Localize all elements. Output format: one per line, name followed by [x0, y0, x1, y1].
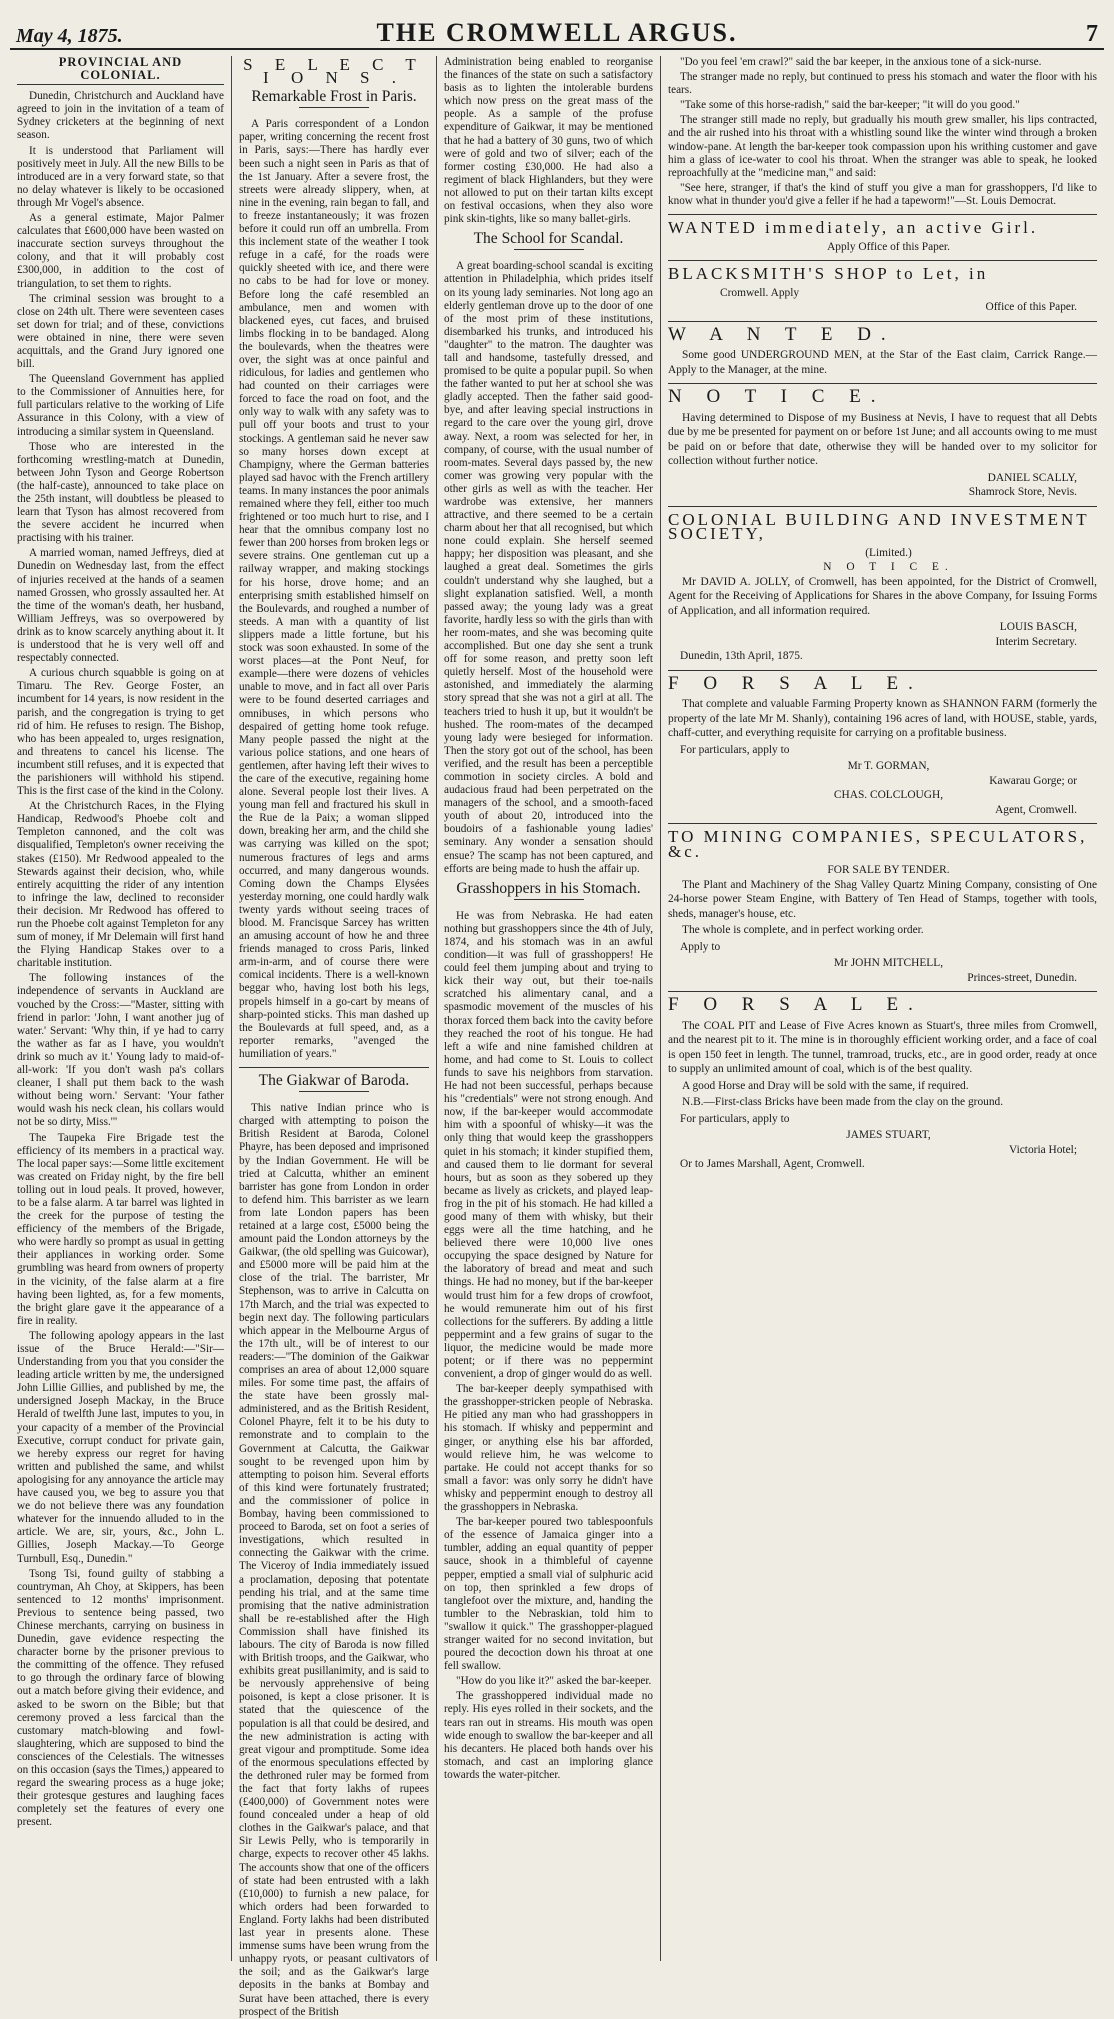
column-rule: [668, 214, 1097, 215]
ad-body: Some good UNDERGROUND MEN, at the Star of the East claim, Carrick Range.—Apply to the Manager, at the mine.: [668, 349, 1097, 376]
news-paragraph: The stranger still made no reply, but gradually his mouth grew smaller, his lips contracted, and the air rushed into his throat with a whistling sound like the winter wind through a broken window-pane. At length the bar-keeper took compassion upon his writhing customer and gave him a glass of ice-water to cool his throat. When the stranger was able to speak, he looked reproachfully at the "medicine man," and said:: [668, 114, 1097, 179]
ad-line: Mr JOHN MITCHELL,: [833, 957, 944, 970]
ad-role: Interim Secretary.: [995, 635, 1077, 648]
columns: [10, 55, 1104, 2018]
ad-body: Mr DAVID A. JOLLY, of Cromwell, has been appointed, for the District of Cromwell, Agent for the Receiving of Applications for Shares in the above Company, for Issuing Forms of Application, and all information required.: [668, 575, 1097, 617]
news-paragraph: It is understood that Parliament will positively meet in July. All the new Bills to be introduced are in a very forward state, so that no delay whatever is likely to be occasioned through Mr Vogel's absence.: [17, 144, 224, 209]
ad-wanted-girl: [668, 218, 1097, 254]
section-heading-provincial: PROVINCIAL AND COLONIAL.: [17, 56, 224, 85]
ad-signature: DANIEL SCALLY,: [987, 471, 1077, 484]
article-title-scandal: The School for Scandal.: [444, 232, 653, 254]
news-paragraph: "Take some of this horse-radish," said the bar-keeper; "it will do you good.": [680, 99, 1020, 112]
ad-body: A good Horse and Dray will be sold with the same, if required.: [682, 1079, 969, 1092]
column-rule: [668, 506, 1097, 507]
ad-body: The COAL PIT and Lease of Five Acres known as Stuart's, three miles from Cromwell, and the nearest pit to it. The mine is in thoroughly efficient working order, and a face of coal is open 150 feet in length. The tunnel, tramroad, trucks, etc., are in good order, ready at once to supply an unlimited amount of coal, which is of the best quality.: [668, 1019, 1097, 1076]
ad-title: BLACKSMITH'S SHOP to Let, in: [668, 264, 989, 284]
newspaper-title: THE CROMWELL ARGUS.: [376, 18, 738, 47]
ad-line: Apply to: [680, 940, 721, 953]
ad-title: W A N T E D.: [668, 323, 896, 345]
ad-title: WANTED immediately, an active Girl.: [668, 218, 1039, 238]
ad-date: Dunedin, 13th April, 1875.: [680, 650, 803, 663]
news-paragraph: Dunedin, Christchurch and Auckland have agreed to join in the invitation of a team of Sydney cricketers at the beginning of next season.: [17, 90, 224, 142]
ad-colonial-building: [668, 509, 1097, 664]
column-four: [660, 56, 1104, 1961]
news-paragraph: Tsong Tsi, found guilty of stabbing a countryman, Ah Choy, at Skippers, has been sentenced to 12 months' imprisonment. Previous to sentence being passed, two Chinese merchants, carrying on business in Dunedin, gave evidence respecting the character borne by the prisoner previous to the committing of the offence. They refused to go through the ordinary farce of blowing out a match before giving their evidence, and asked to be sworn on the Bible; but that ceremony proved a less farcical than the customary match-blowing and fowl-slaughtering, which are supposed to bind the consciences of the Celestials. The witnesses on this occasion (says the Times,) appeared to regard the swearing process as a huge joke; their grotesque gestures and laughing faces completely set the features of every one present.: [17, 1567, 224, 1829]
ad-for-sale-coal: [668, 994, 1097, 1172]
news-paragraph: A married woman, named Jeffreys, died at Dunedin on Wednesday last, from the effect of injuries received at the hands of a seamen named Grossen, who grossly assaulted her. At the time of the woman's death, her husband, William Jeffreys, was so overpowered by drink as to know scarcely anything about it. It is understood that he is very well off and respectably connected.: [17, 547, 224, 665]
ad-line: Kawarau Gorge; or: [989, 774, 1077, 787]
column-rule: [668, 383, 1097, 384]
page-number: 7: [1086, 21, 1098, 47]
ad-line: Victoria Hotel;: [1009, 1143, 1077, 1156]
ad-title: COLONIAL BUILDING AND INVESTMENT SOCIETY,: [668, 509, 1090, 544]
ad-body: N.B.—First-class Bricks have been made from the clay on the ground.: [682, 1096, 1004, 1109]
ad-line: Apply Office of this Paper.: [827, 240, 950, 253]
news-paragraph: "See here, stranger, if that's the kind of stuff you give a man for grasshoppers, I'd like to know what in thunder you'd give a feller if he had a tapeworm!"—St. Louis Democrat.: [668, 181, 1097, 207]
ad-body: The Plant and Machinery of the Shag Valley Quartz Mining Company, consisting of One 24-horse power Steam Engine, with Battery of Ten Head of Stamps, together with tools, sheds, manager's house, etc.: [668, 878, 1097, 920]
news-paragraph: The bar-keeper deeply sympathised with the grasshopper-stricken people of Nebraska. He pitied any man who had grasshoppers in his stomach. If whisky and peppermint and ginger, or anything else his bar afforded, would relieve him, he was welcome to partake. He could not accept thanks for so small a favor: was only sorry he didn't have whisky and peppermint enough to destroy all the grasshoppers in Nebraska.: [444, 1383, 653, 1514]
news-paragraph: The Queensland Government has applied to the Commissioner of Annuities here, for full particulars relative to the working of Life Assurance in this Colony, with a view of introducing a similar system in Queensland.: [17, 373, 224, 438]
column-provincial: [10, 56, 231, 1961]
ad-place: Shamrock Store, Nevis.: [968, 486, 1077, 499]
ad-line: Office of this Paper.: [985, 301, 1077, 314]
ad-blacksmith: [668, 264, 1097, 315]
news-paragraph: The bar-keeper poured two tablespoonfuls of the essence of Jamaica ginger into a tumbler, adding an equal quantity of pepper sauce, shook in a thimbleful of cayenne pepper, emptied a small vial of sulphuric acid on top, then sprinkled a few drops of tanglefoot over the mixture, and, handing the tumbler to the Nebraskian, told him to "swallow it quick." The grasshopper-plagued stranger waited for no second invitation, but poured the decoction down his throat at one fell swallow.: [444, 1516, 653, 1673]
column-rule: [239, 1067, 429, 1068]
news-paragraph: The Taupeka Fire Brigade test the efficiency of its members in a practical way. The local paper says:—Some little excitement was created on Friday night, by the fire bell tolling out in loud peals. It proved, however, to be a false alarm. A tar barrel was lighted in the creek for the purpose of testing the efficiency of the members of the Brigade, who were hardly so prompt as usual in getting their appliances in working order. Some grumbling was heard from owners of property in the vicinity, of the false alarm at a fire having been lighted, as, for a few moments, the bright glare gave it the appearance of a fire in reality.: [17, 1131, 224, 1327]
article-title-gaikwar: The Giakwar of Baroda.: [239, 1074, 429, 1096]
news-paragraph: A curious church squabble is going on at Timaru. The Rev. George Foster, an incumbent for 14 years, is now resident in the parish, and the congregation is trying to get rid of him. He refuses to resign. The Bishop, who has been appealed to, urges resignation, and threatens to cancel his license. The incumbent still refuses, and it is expected that the parishioners will withhold his stipend. This is the first case of the kind in the Colony.: [17, 667, 224, 798]
column-selections: [231, 55, 436, 2018]
news-paragraph: The following apology appears in the last issue of the Bruce Herald:—"Sir—Understanding from you that you consider the leading article written by me, the undersigned John Lillie Gillies, and published by me, the undersigned Joseph Mackay, in the Bruce Herald of twelfth June last, imputes to you, in your capacity of a member of the Provincial Executive, corrupt conduct for private gain, we hereby express our regret for having written and published the same, and whilst apologising for any annoyance the article may have caused you, we beg to assure you that we do not believe there was any foundation whatever for the innuendo alluded to in the article. We are, sir, yours, &c., John L. Gillies, Joseph Mackay.—To George Turnbull, Esq., Dunedin.": [17, 1329, 224, 1565]
ad-for-sale-farm: [668, 672, 1097, 818]
news-paragraph: "How do you like it?" asked the bar-keeper.: [456, 1675, 652, 1688]
column-rule: [668, 321, 1097, 322]
column-rule: [668, 991, 1097, 992]
ad-line: (Limited.): [865, 546, 912, 559]
ad-line: JAMES STUART,: [846, 1129, 931, 1142]
issue-date: May 4, 1875.: [16, 25, 123, 47]
ad-line: For particulars, apply to: [680, 743, 790, 756]
news-paragraph: A great boarding-school scandal is exciting attention in Philadelphia, which prides itself on its young lady seminaries. Not long ago an elderly gentleman drove up to the door of one of the most prim of these institutions, disembarked his trunks, and introduced his "daughter" to the matron. The daughter was tall and handsome, tastefully dressed, and promised to be quite a popular pupil. So when the father wanted to put her at school she was gladly accepted. Then the father said good-bye, and after leaving special instructions in regard to the care over the young girl, drove away. Next, a room was selected for her, in company, of course, with the usual number of room-mates. Several days passed by, the new comer was growing very popular with the other girls as well as with the teacher. Her wardrobe was extensive, her manners attractive, and there seemed to be a certain charm about her that all recognised, but which none could explain. She herself seemed happy; her disposition was pleasant, and she laughed a great deal. Sometimes the girls couldn't understand why she laughed, but a slight explanation satisfied. Well, a month passed away; the young lady was a great favorite, hardly less so with the girls than with her room-mates, and she was becoming quite accomplished. But one day she sent a trunk off for some reason, and pretty soon left quietly herself. Most of the household were astonished, and immediately the alarming story spread that she was not a girl at all. The teachers tried to hush it up, but it wouldn't be hushed. The room-mates of the decamped young lady were besieged for information. Then the story got out of the school, has been verified, and the result has been a perceptible commotion in society circles. A bold and audacious fraud had been perpetrated on the managers of the school, and a smooth-faced youth of about 20, introduced into the boudoirs of a fashionable young ladies' seminary. Any wonder a sensation should ensue? The scamp has not been captured, and efforts are being made to hush the affair up.: [444, 260, 653, 875]
ad-line: For particulars, apply to: [680, 1112, 790, 1125]
ad-title: F O R S A L E.: [668, 994, 923, 1016]
news-paragraph: Those who are interested in the forthcoming wrestling-match at Dunedin, between John Tyson and George Robertson (the half-caste), announced to take place on the 25th instant, will doubtless be pleased to learn that Tyson has almost recovered from the severe accident he incurred when practising with his trainer.: [17, 440, 224, 545]
ad-wanted-men: [668, 323, 1097, 378]
ad-line: Cromwell. Apply: [720, 286, 800, 299]
news-paragraph: A Paris correspondent of a London paper, writing concerning the recent frost in Paris, says:—There has hardly ever been such a night seen in Paris as that of the 1st January. After a severe frost, the streets were already slippery, when, at nine in the evening, rain began to fall, and to freeze instantaneously; it was frozen before it could run off an umbrella. From this inclement state of the weather I took refuge in a café, for the roads were quickly sheeted with ice, and there were no cabs to be had for love or money. Before long the café resembled an ambulance, men and women with blackened eyes, cut faces, and bruised limbs flocking in to be bandaged. Along the boulevards, when the theatres were over, the sight was at once painful and ridiculous, for ladies and gentlemen who had counted on their carriages were forced to face the road on foot, and the only way to walk with any safety was to pull off your boots and trust to your stockings. A gentleman said he never saw so many horses down except at Champigny, where the German batteries played sad havoc with the French artillery teams. In many instances the poor animals remained where they fell, either too much frightened or too much hurt to rise, and I hear that the omnibus company lost no fewer than 200 horses from broken legs or severe strains. One gentleman cut up a railway wrapper, and making stockings for his horse, drove home; and an enterprising smith established himself on the Boulevards, and roughed a number of steeds. A man with a quantity of list slippers made a little fortune, but his stock was soon exhausted. In some of the worst places—at the Pont Neuf, for example—there were dozens of vehicles unable to move, and in fact all over Paris were to be found deserted carriages and omnibuses, in which persons who despaired of getting home took refuge. Many people passed the night at the various police stations, and one hears of gentlemen, after having left their wives to the care of the executive, regaining home alone. Several people lost their lives. A young man fell and fractured his skull in the Rue de la Paix; a woman slipped down, breaking her arm, and the child she was carrying was killed on the spot; numerous fractures of legs and arms occurred, and many dangerous wounds. Coming down the Champs Elysées yesterday morning, one could hardly walk twenty yards without seeing traces of blood. M. Francisque Sarcey has written an amusing account of how he and three friends managed to cross Paris, linked arm-in-arm, and of course there were comical incidents. There is a well-known beggar who, having lost both his legs, propels himself in a go-cart by means of sharp-pointed sticks. This man dashed up the Boulevards at full speed, and, as a reporter remarks, "avenged the humiliation of years.": [239, 118, 429, 1060]
ad-line: Princes-street, Dunedin.: [967, 971, 1077, 984]
ad-line: N O T I C E.: [823, 561, 954, 574]
news-paragraph: The stranger made no reply, but continued to press his stomach and water the floor with his tears.: [668, 71, 1097, 97]
news-paragraph: The criminal session was brought to a close on 24th ult. There were seventeen cases set down for trial; and of these, convictions were obtained in nine, there were seven acquittals, and the Grand Jury ignored one bill.: [17, 292, 224, 371]
ad-line: FOR SALE BY TENDER.: [827, 864, 950, 877]
ad-title: F O R S A L E.: [668, 672, 923, 694]
ad-line: Mr T. GORMAN,: [847, 760, 930, 773]
news-paragraph: This native Indian prince who is charged with attempting to poison the British Resident at Baroda, Colonel Phayre, has been deposed and imprisoned by the Indian Government. He will be tried at Calcutta, whither an eminent barrister has gone from London in order to defend him. This barrister as we learn from late London papers has been retained at a large cost, £5000 being the amount paid the London attorneys by the Gaikwar, (the old spelling was Guicowar), and £5000 more will be paid him at the close of the trial. The barrister, Mr Stephenson, was to arrive in Calcutta on 17th March, and the trial was expected to begin next day. The following particulars which appear in the Melbourne Argus of the 17th ult., will be of interest to our readers:—"The dominion of the Gaikwar comprises an area of about 12,000 square miles. For some time past, the affairs of the state have been grossly mal-administered, and as the British Resident, Colonel Phayre, felt it to be his duty to remonstrate and to complain to the Government at Calcutta, the Gaikwar sought to be revenged upon him by attempting to poison him. Several efforts of this kind were fortunately frustrated; and the commissioner of police in Bombay, having been commissioned to proceed to Baroda, set on foot a series of investigations, which resulted in connecting the Gaikwar with the crime. The Viceroy of India immediately issued a proclamation, deposing that potentate pending his trial, and at the same time promising that the native administration shall be re-established after the High Commission shall have finished its labours. The city of Baroda is now filled with British troops, and the Gaikwar, who exhibits great pusillanimity, and is said to be nervously apprehensive of being poisoned, is kept a close prisoner. It is stated that the quiescence of the population is all that could be desired, and the new administration is acting with great vigour and promptitude. Some idea of the enormous speculations effected by the dethroned ruler may be formed from the fact that forty lakhs of rupees (£400,000) of Government notes were found concealed under a heap of old clothes in the Gaikwar's palace, and that Sir Lewis Pelly, who is temporarily in charge, expects to recover other 45 lakhs. The accounts show that one of the officers of state had been entrusted with a lakh (£10,000) to furnish a new palace, for which orders had been forwarded to England. Forty lakhs had been distributed last year in presents alone. These immense sums have been wrung from the unhappy ryots, or peasant cultivators of the soil; and as the Gaikwar's large deposits in the banks at Bombay and Surat have been attached, there is every prospect of the British: [239, 1102, 429, 2018]
masthead: [10, 8, 1104, 50]
column-rule: [668, 670, 1097, 671]
ad-body: Having determined to Dispose of my Business at Nevis, I have to request that all Debts due by me be presented for payment on or before 1st June; and all accounts owing to me must be paid on or before that date, otherwise they will be handed over to my solicitor for collection without further notice.: [668, 411, 1097, 468]
article-title-frost: Remarkable Frost in Paris.: [239, 90, 429, 112]
news-paragraph: "Do you feel 'em crawl?" said the bar keeper, in the anxious tone of a sick-nurse.: [680, 56, 1042, 68]
ad-signature: LOUIS BASCH,: [999, 621, 1077, 634]
ad-title: TO MINING COMPANIES, SPECULATORS, &c.: [668, 827, 1088, 861]
article-title-grasshoppers: Grasshoppers in his Stomach.: [444, 882, 653, 904]
column-rule: [668, 260, 1097, 261]
news-paragraph: Administration being enabled to reorganise the finances of the state on such a satisfactory basis as to lighten the intolerable burdens which now press on the great mass of the people. As a sample of the profuse expenditure of Gaikwar, it may be mentioned that he had a battery of 30 guns, two of which were of gold and two of silver; each of the former costing £30,000. He had also a regiment of black Highlanders, but they were not allowed to put on their tartan kilts except on festival occasions, when they also wore pink skin-tights, like so many ballet-girls.: [444, 56, 653, 226]
selections-heading: S E L E C T I O N S .: [243, 55, 425, 88]
ad-line: Agent, Cromwell.: [995, 803, 1077, 816]
column-rule: [668, 823, 1097, 824]
ad-mining-companies: [668, 827, 1097, 985]
column-three: [436, 56, 660, 1961]
news-paragraph: At the Christchurch Races, in the Flying Handicap, Redwood's Phoebe colt and Templeton cannoned, and the colt was disqualified, Templeton's owner receiving the stakes (£150). Mr Redwood appealed to the Stewards against their decision, who, while entirely acquitting the rider of any intention to infringe the law, declined to reconsider their decision. Mr Redwood has offered to run the Phoebe colt against Templeton for any sum of money, if Mr Delemain will first hand the Flying Handicap Stakes over to a charitable institution.: [17, 800, 224, 970]
ad-notice-scally: [668, 386, 1097, 500]
news-paragraph: As a general estimate, Major Palmer calculates that £600,000 have been wasted on inaccurate section surveys throughout the colony, and that it will probably cost £300,000, in addition to the cost of triangulation, to set them to rights.: [17, 212, 224, 290]
ad-body: The whole is complete, and in perfect working order.: [682, 924, 924, 937]
ad-line: CHAS. COLCLOUGH,: [833, 789, 944, 802]
ad-title: N O T I C E.: [668, 386, 886, 408]
ad-line: Or to James Marshall, Agent, Cromwell.: [680, 1158, 865, 1171]
news-paragraph: He was from Nebraska. He had eaten nothing but grasshoppers since the 4th of July, 1874, and his stomach was in an awful condition—it was full of grasshoppers! He could feel them jumping about and trying to kick their way out, but their toe-nails scratched his alimentary canal, and a spasmodic movement of the muscles of his thorax forced them back into the cavity before they reached the root of his tongue. He had left a wife and nine famished children at home, and had come to St. Louis to collect funds to save his neighbors from starvation. He had not been successful, perhaps because his "credentials" were not strong enough. And now, if the bar-keeper would accommodate him with a spoonful of whisky—it was the only thing that would keep the grasshoppers quiet in his stomach; it kinder stupified them, and caused them to lie dormant for several hours, but as soon as they sobered up they became as lively as crickets, and played leap-frog in the pit of his stomach. He had killed a good many of them with whisky, but their eggs were all the time hatching, and he believed there were 10,000 live ones occupying the space designed by Nature for the laboratory of bread and meat and such things. He had no money, but if the bar-keeper would trust him for a few drops of crowfoot, he would remunerate him out of his first collections for the sufferers. By adding a little peppermint and a few grains of sugar to the liquor, the medicine would be made more potent; or if there was no peppermint convenient, a drop of ginger would do as well.: [444, 909, 653, 1381]
news-paragraph: The grasshoppered individual made no reply. His eyes rolled in their sockets, and the tears ran out in streams. His mouth was open wide enough to swallow the bar-keeper and all his decanters. He placed both hands over his stomach, and cast an imploring glance towards the water-pitcher.: [444, 1690, 653, 1781]
ad-body: That complete and valuable Farming Property known as SHANNON FARM (formerly the property of the late Mr M. Shanly), containing 196 acres of land, with HOUSE, stable, yards, chaff-cutter, and everything requisite for carrying on a profitable business.: [668, 698, 1097, 740]
news-paragraph: The following instances of the independence of servants in Auckland are vouched by the Cross:—"Master, sitting with friend in parlor: 'John, I want another jug of water.' Servant: 'Why thin, if ye had to carry the wather as far as I have, you wouldn't drink so much av it.' Young lady to maid-of-all-work: 'If you don't wash pa's collars cleaner, I shall put them back to the wash without being worn.' Servant: 'Your father would wash his neck clean, his collars would not be so dirty, Miss.'": [17, 972, 224, 1129]
